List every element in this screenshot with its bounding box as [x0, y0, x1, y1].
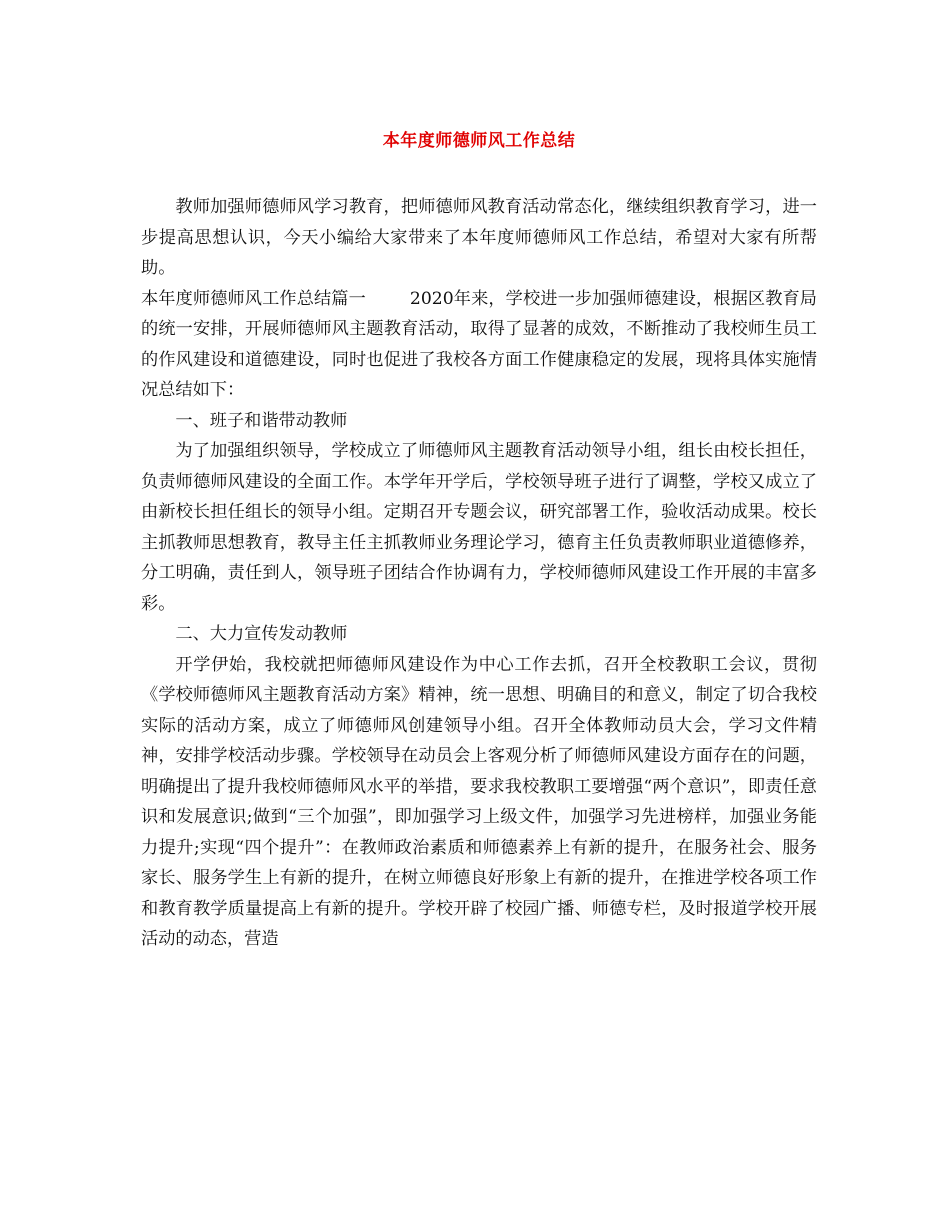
part-one-paragraph [141, 284, 817, 406]
document-title: 本年度师德师风工作总结 [382, 131, 576, 151]
part-one-heading: 本年度师德师风工作总结篇一 [141, 288, 366, 309]
section-2-heading: 二、大力宣传发动教师 [175, 624, 348, 644]
part-one-text: 2020年来，学校进一步加强师德建设，根据区教育局的统一安排，开展师德师风主题教育活动，取得了显著的成效，不断推动了我校师生员工的作风建设和道德建设，同时也促进了我校各方面工作健康稳定的发展，现将具体实施情况总结如下： [141, 288, 817, 400]
document-body [141, 192, 817, 955]
intro-paragraph: 教师加强师德师风学习教育，把师德师风教育活动常态化，继续组织教育学习，进一步提高思想认识，今天小编给大家带来了本年度师德师风工作总结，希望对大家有所帮助。 [141, 197, 817, 278]
section-2-paragraph: 开学伊始，我校就把师德师风建设作为中心工作去抓，召开全校教职工会议，贯彻《学校师德师风主题教育活动方案》精神，统一思想、明确目的和意义，制定了切合我校实际的活动方案，成立了师德师风创建领导小组。召开全体教师动员大会，学习文件精神，安排学校活动步骤。学校领导在动员会上客观分析了师德师风建设方面存在的问题，明确提出了提升我校师德师风水平的举措，要求我校教职工要增强“两个意识”，即责任意识和发展意识;做到“三个加强”，即加强学习上级文件，加强学习先进榜样，加强业务能力提升;实现“四个提升”：在教师政治素质和师德素养上有新的提升，在服务社会、服务家长、服务学生上有新的提升，在树立师德良好形象上有新的提升，在推进学校各项工作和教育教学质量提高上有新的提升。学校开辟了校园广播、师德专栏，及时报道学校开展活动的动态，营造 [141, 654, 817, 949]
section-1-paragraph: 为了加强组织领导，学校成立了师德师风主题教育活动领导小组，组长由校长担任，负责师德师风建设的全面工作。本学年开学后，学校领导班子进行了调整，学校又成立了由新校长担任组长的领导小组。定期召开专题会议，研究部署工作，验收活动成果。校长主抓教师思想教育，教导主任主抓教师业务理论学习，德育主任负责教师职业道德修养，分工明确，责任到人，领导班子团结合作协调有力，学校师德师风建设工作开展的丰富多彩。 [141, 441, 817, 614]
section-1-heading: 一、班子和谐带动教师 [175, 410, 348, 431]
